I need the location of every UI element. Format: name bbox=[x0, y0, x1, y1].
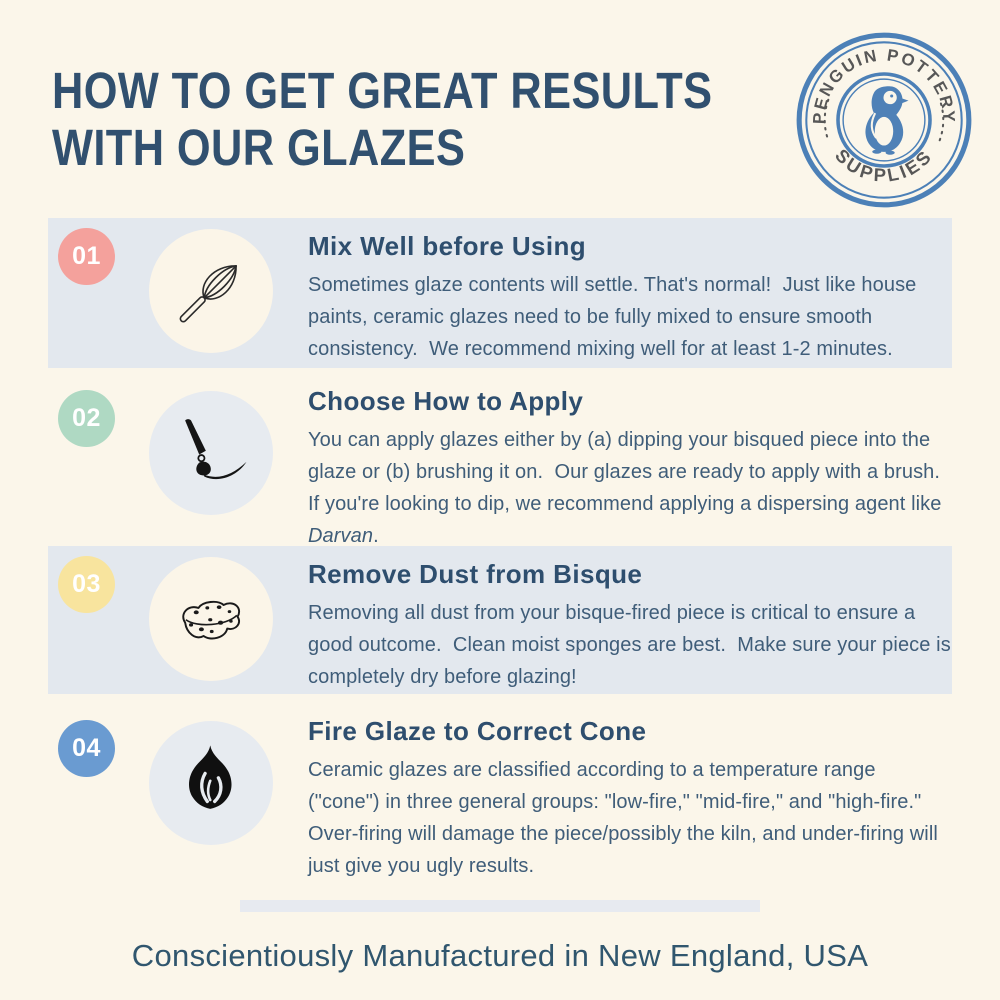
footer-divider bbox=[240, 900, 760, 912]
paintbrush-icon bbox=[163, 405, 259, 501]
step-row-1 bbox=[48, 218, 952, 368]
step-1-text bbox=[308, 218, 952, 365]
penguin-icon bbox=[865, 86, 908, 154]
step-2-text bbox=[308, 380, 952, 552]
footer-text: Conscientiously Manufactured in New England, USA bbox=[131, 938, 869, 973]
step-4-heading: Fire Glaze to Correct Cone bbox=[308, 716, 647, 746]
step-3-heading: Remove Dust from Bisque bbox=[308, 559, 643, 589]
step-2-body-italic: Darvan bbox=[308, 525, 374, 547]
step-1-icon-circle bbox=[149, 229, 273, 353]
sponge-icon bbox=[163, 571, 259, 667]
step-2-body-prefix: You can apply glazes either by (a) dipping your bisqued piece into the glaze or (b) brushing it on. Our glazes are ready to apply with a brush. If you're looking to dip, we recommend applying a dispersing agent like bbox=[308, 429, 948, 515]
step-4-body: Ceramic glazes are classified according to a temperature range ("cone") in three general groups: "low-fire," "mid-fire," and "high-fire." Over-firing will damage the piece/possibly the kiln, and under-firing will just give you ugly results. bbox=[308, 759, 944, 877]
step-2-body-suffix: . bbox=[373, 525, 379, 547]
step-3-number-badge: 03 bbox=[58, 556, 115, 613]
step-3-body: Removing all dust from your bisque-fired piece is critical to ensure a good outcome. Clean moist sponges are best. Make sure your piece is completely dry before glazing! bbox=[308, 602, 957, 688]
step-row-3 bbox=[48, 546, 957, 694]
step-4-icon-circle bbox=[149, 721, 273, 845]
steps-list bbox=[0, 218, 1000, 878]
step-2-heading: Choose How to Apply bbox=[308, 386, 584, 416]
step-4-number-badge: 04 bbox=[58, 720, 115, 777]
step-2-icon-circle bbox=[149, 391, 273, 515]
badge-top-text: PENGUIN POTTERY bbox=[809, 45, 959, 125]
step-1-number-badge: 01 bbox=[58, 228, 115, 285]
page-title bbox=[52, 62, 712, 176]
whisk-icon bbox=[163, 243, 259, 339]
step-row-4 bbox=[48, 710, 952, 878]
brand-logo bbox=[792, 28, 976, 212]
page-title-line2: WITH OUR GLAZES bbox=[52, 119, 466, 177]
step-2-number-badge: 02 bbox=[58, 390, 115, 447]
penguin-pottery-badge-icon bbox=[792, 28, 976, 212]
step-1-heading: Mix Well before Using bbox=[308, 231, 587, 261]
step-3-icon-circle bbox=[149, 557, 273, 681]
flame-icon bbox=[163, 735, 259, 831]
step-3-text bbox=[308, 546, 957, 693]
step-row-2 bbox=[48, 380, 952, 547]
step-1-body: Sometimes glaze contents will settle. That's normal! Just like house paints, ceramic glazes need to be fully mixed to ensure smooth consistency. We recommend mixing well for at least 1-2 minutes. bbox=[308, 274, 923, 360]
page-title-line1: HOW TO GET GREAT RESULTS bbox=[52, 62, 713, 119]
badge-bottom-text: SUPPLIES bbox=[831, 144, 937, 186]
step-4-text bbox=[308, 710, 952, 882]
step-2-body bbox=[308, 424, 952, 552]
